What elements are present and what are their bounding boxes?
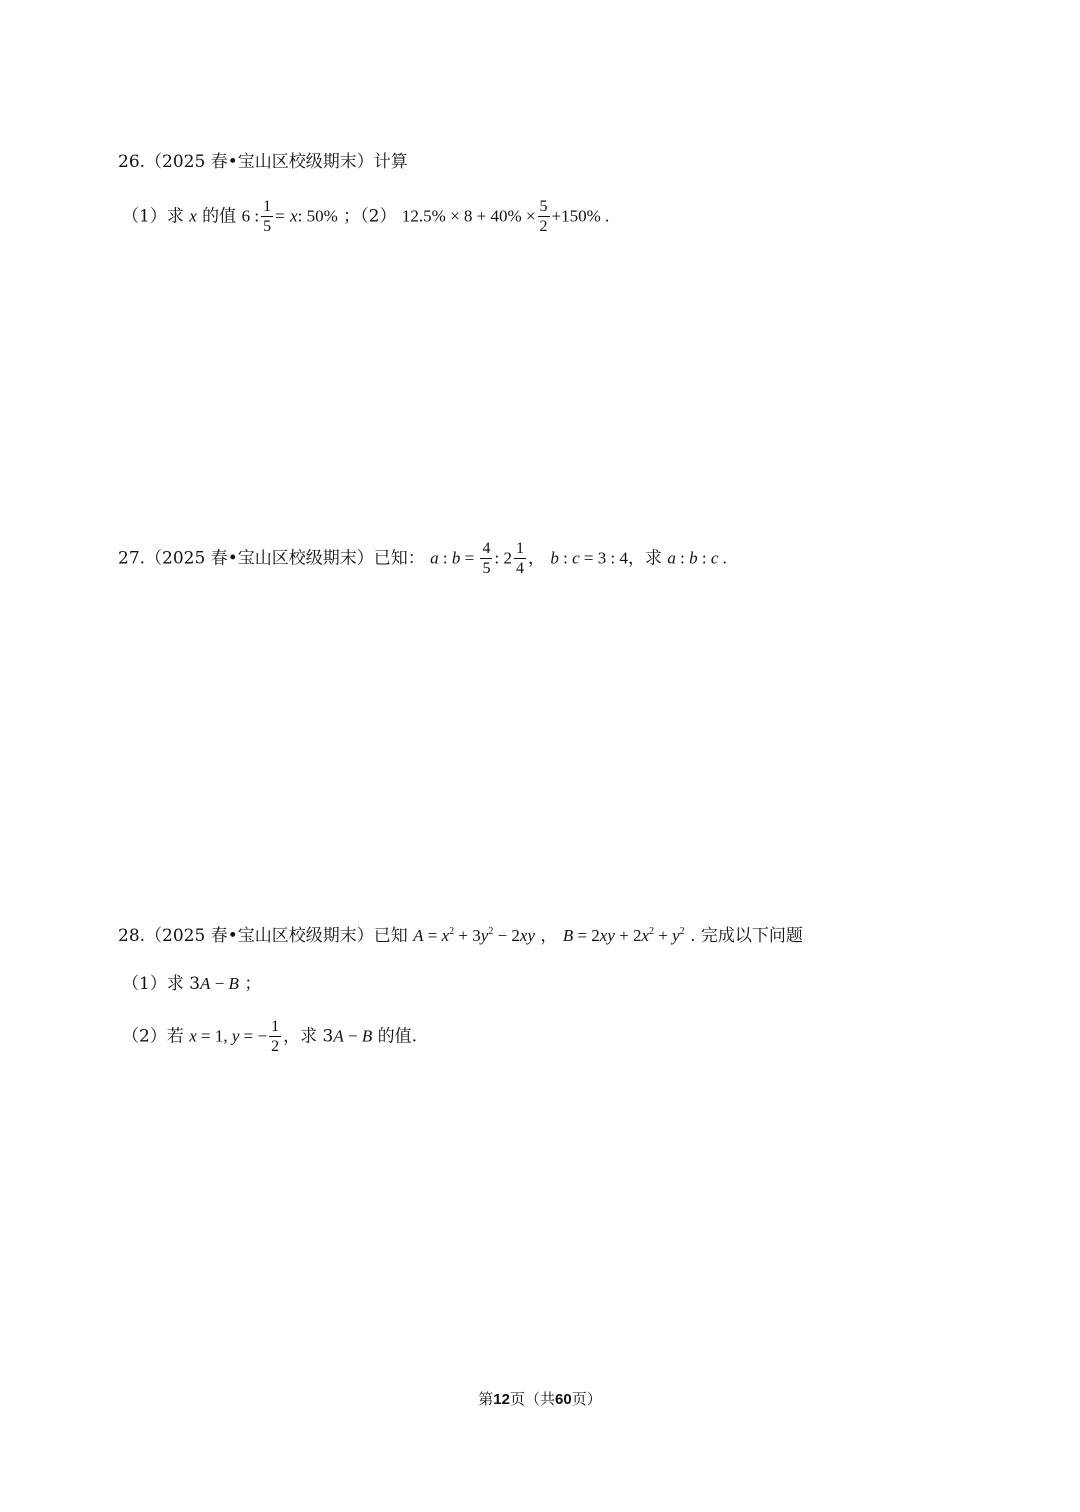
q28-var-x2: x bbox=[641, 926, 650, 945]
q26-parts bbox=[122, 198, 609, 236]
q27-ask: ，求 bbox=[627, 548, 662, 569]
q28-var-B: B bbox=[562, 926, 574, 945]
q28-header-line bbox=[118, 926, 803, 946]
q26-p2-expr: 12.5% × 8 + 40% × bbox=[401, 206, 536, 226]
q28-A-def-1: = bbox=[423, 926, 442, 945]
q26-p1-fraction bbox=[261, 198, 273, 236]
q28-var-A: A bbox=[413, 926, 424, 945]
q28-sq-1: 2 bbox=[449, 926, 455, 937]
footer-post: 页） bbox=[571, 1390, 602, 1408]
q27-fraction-2 bbox=[514, 540, 526, 578]
q26-p2-frac-num: 5 bbox=[539, 198, 548, 215]
q27-frac1-den: 5 bbox=[482, 560, 491, 577]
q28-part-1 bbox=[122, 974, 261, 994]
q28-part-2 bbox=[122, 1018, 417, 1056]
q26-p2-fraction bbox=[538, 198, 550, 236]
footer-mid: 页（共 bbox=[509, 1390, 555, 1408]
q26-p1-rhs-rest: : 50% bbox=[297, 206, 338, 226]
q28-B-def-1: = 2 bbox=[573, 926, 600, 945]
q26-p1-frac-num: 1 bbox=[263, 198, 272, 215]
q28-sq-3: 2 bbox=[649, 926, 655, 937]
footer-total-pages: 60 bbox=[555, 1391, 572, 1408]
q27-colon-2: : 2 bbox=[494, 548, 512, 568]
q27-frac2-den: 4 bbox=[515, 560, 524, 577]
q27-var-c: c bbox=[572, 548, 580, 568]
q28-var-y1: y bbox=[480, 926, 489, 945]
q28-A-def-3: − 2 bbox=[493, 926, 520, 945]
q28-p1-label: （1）求 3 bbox=[122, 974, 201, 994]
q27-colon-4: : bbox=[675, 548, 690, 568]
q27-eq: = bbox=[460, 548, 479, 568]
q28-sq-4: 2 bbox=[679, 926, 685, 937]
q28-tail: . 完成以下问题 bbox=[684, 926, 803, 946]
q28-p2-minus: − bbox=[343, 1026, 362, 1046]
q27-var-a2: a bbox=[667, 548, 676, 568]
q27-line bbox=[118, 540, 727, 578]
q28-p2-end: 的值. bbox=[372, 1026, 418, 1047]
q28-A-def-2: + 3 bbox=[454, 926, 481, 945]
q27-comma: ， bbox=[527, 548, 545, 569]
q26-p1-text: 的值 bbox=[196, 206, 237, 227]
q26-p2-tail: +150% . bbox=[551, 206, 610, 226]
q28-var-y2: y bbox=[672, 926, 680, 945]
q26-p1-label: （1）求 bbox=[122, 206, 184, 227]
q28-p2-x: x bbox=[189, 1026, 197, 1046]
q27-header: 27.（2025 春•宝山区校级期末）已知： bbox=[118, 548, 425, 569]
q28-p2-ask: ，求 3 bbox=[283, 1026, 334, 1047]
q27-var-b3: b bbox=[689, 548, 698, 568]
q26-p2-frac-den: 2 bbox=[539, 218, 548, 235]
q28-B-def-2: + 2 bbox=[614, 926, 642, 945]
q27-var-b: b bbox=[451, 548, 461, 568]
q28-p2-frac-num: 1 bbox=[271, 1018, 280, 1035]
q28-var-xy2: xy bbox=[599, 926, 615, 945]
q26-p1-lhs: 6 : bbox=[241, 206, 260, 226]
q26-p2-label: （2） bbox=[360, 206, 397, 227]
q27-colon-3: : bbox=[558, 548, 573, 568]
q28-p2-eq-2: = − bbox=[239, 1026, 268, 1046]
q28-p2-fraction bbox=[269, 1018, 281, 1056]
q28-sq-2: 2 bbox=[488, 926, 494, 937]
q27-frac1-num: 4 bbox=[482, 540, 491, 557]
q27-frac2-num: 1 bbox=[515, 540, 524, 557]
q26-separator: ； bbox=[343, 206, 361, 227]
q26-header: 26.（2025 春•宝山区校级期末）计算 bbox=[118, 152, 408, 172]
page-footer bbox=[0, 1388, 1080, 1409]
q27-var-b2: b bbox=[550, 548, 559, 568]
q28-var-xy1: xy bbox=[519, 926, 535, 945]
q28-header: 28.（2025 春•宝山区校级期末）已知 bbox=[118, 926, 408, 946]
footer-pre: 第 bbox=[478, 1390, 494, 1408]
q28-p1-A: A bbox=[200, 974, 211, 993]
q28-comma: ， bbox=[535, 926, 558, 946]
q27-colon-1: : bbox=[438, 548, 452, 568]
q28-p2-B: B bbox=[361, 1026, 373, 1046]
q27-colon-5: : bbox=[697, 548, 711, 568]
q28-p1-B: B bbox=[228, 974, 239, 993]
q27-fraction-1 bbox=[480, 540, 492, 578]
footer-page-number: 12 bbox=[493, 1391, 510, 1408]
q26-p1-rhs-x: x bbox=[290, 206, 298, 226]
q26-p1-frac-den: 5 bbox=[263, 218, 272, 235]
q27-var-a: a bbox=[430, 548, 439, 568]
q27-ratio: = 3 : 4 bbox=[579, 548, 628, 568]
q28-p1-end: ； bbox=[238, 974, 262, 994]
q28-p2-y: y bbox=[231, 1026, 240, 1046]
q28-var-x1: x bbox=[441, 926, 450, 945]
q28-B-def-3: + bbox=[654, 926, 673, 945]
q28-p2-frac-den: 2 bbox=[271, 1038, 280, 1055]
q28-p1-minus: − bbox=[210, 974, 229, 993]
q26-p1-eq: = bbox=[275, 206, 285, 226]
q27-end: . bbox=[718, 548, 727, 568]
q26-p1-var-x: x bbox=[189, 206, 197, 226]
q28-p2-eq-1: = 1, bbox=[196, 1026, 232, 1046]
q27-var-c2: c bbox=[710, 548, 719, 568]
q28-p2-label: （2）若 bbox=[122, 1026, 190, 1047]
q28-p2-A: A bbox=[333, 1026, 344, 1046]
